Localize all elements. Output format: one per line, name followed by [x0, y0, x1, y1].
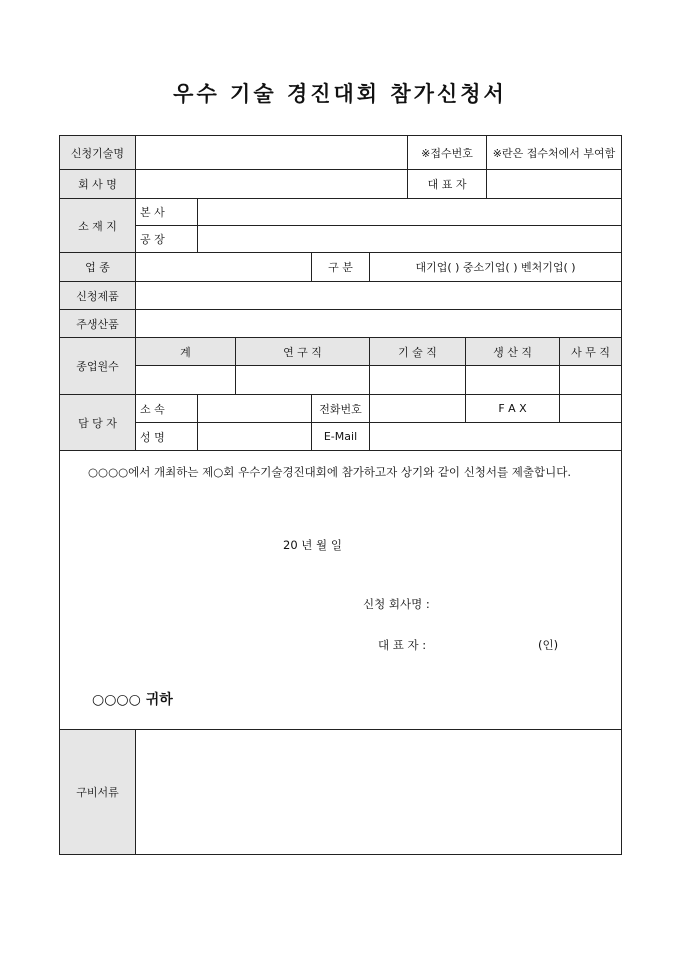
- tech-name-field[interactable]: [136, 136, 408, 170]
- head-office-field[interactable]: [198, 199, 622, 226]
- contact-label: 담 당 자: [60, 395, 136, 451]
- contact-name-label: 성 명: [136, 423, 198, 451]
- main-product-label: 주생산품: [60, 310, 136, 338]
- industry-field[interactable]: [136, 253, 312, 282]
- company-label: 회 사 명: [60, 170, 136, 199]
- tech-name-label: 신청기술명: [60, 136, 136, 170]
- employees-col-production: 생 산 직: [466, 338, 560, 366]
- application-form-table: [59, 135, 622, 855]
- contact-fax-field[interactable]: [560, 395, 622, 423]
- receipt-no-label: ※접수번호: [408, 136, 487, 170]
- product-field[interactable]: [136, 282, 622, 310]
- ceo-label: 대 표 자: [408, 170, 487, 199]
- seal-mark: (인): [538, 638, 559, 652]
- contact-fax-label: F A X: [466, 395, 560, 423]
- form-title: 우수 기술 경진대회 참가신청서: [173, 81, 507, 106]
- contact-name-field[interactable]: [198, 423, 312, 451]
- factory-field[interactable]: [198, 226, 622, 253]
- declaration-section: [60, 451, 622, 730]
- employees-col-research: 연 구 직: [236, 338, 370, 366]
- employees-label: 종업원수: [60, 338, 136, 395]
- employees-technical-field[interactable]: [370, 366, 466, 395]
- contact-email-field[interactable]: [370, 423, 622, 451]
- employees-office-field[interactable]: [560, 366, 622, 395]
- contact-dept-field[interactable]: [198, 395, 312, 423]
- contact-phone-label: 전화번호: [312, 395, 370, 423]
- main-product-field[interactable]: [136, 310, 622, 338]
- required-docs-label: 구비서류: [60, 730, 136, 855]
- contact-dept-label: 소 속: [136, 395, 198, 423]
- category-options[interactable]: 대기업( ) 중소기업( ) 벤처기업( ): [370, 253, 622, 282]
- applicant-company-line: 신청 회사명 :: [363, 597, 430, 611]
- addressee: ○○○○ 귀하: [92, 692, 173, 708]
- representative-line: 대 표 자 :: [378, 638, 427, 652]
- receipt-no-note: ※란은 접수처에서 부여함: [487, 136, 622, 170]
- employees-production-field[interactable]: [466, 366, 560, 395]
- industry-label: 업 종: [60, 253, 136, 282]
- employees-col-office: 사 무 직: [560, 338, 622, 366]
- company-field[interactable]: [136, 170, 408, 199]
- contact-phone-field[interactable]: [370, 395, 466, 423]
- declaration-text: ○○○○에서 개최하는 제○회 우수기술경진대회에 참가하고자 상기와 같이 신청서를 제출합니다.: [88, 465, 571, 479]
- employees-col-total: 계: [136, 338, 236, 366]
- required-docs-field[interactable]: [136, 730, 622, 855]
- date-line: 20 년 월 일: [283, 538, 342, 552]
- ceo-field[interactable]: [487, 170, 622, 199]
- product-label: 신청제품: [60, 282, 136, 310]
- factory-label: 공 장: [136, 226, 198, 253]
- head-office-label: 본 사: [136, 199, 198, 226]
- employees-col-technical: 기 술 직: [370, 338, 466, 366]
- contact-email-label: E-Mail: [312, 423, 370, 451]
- employees-research-field[interactable]: [236, 366, 370, 395]
- category-label: 구 분: [312, 253, 370, 282]
- location-label: 소 재 지: [60, 199, 136, 253]
- declaration-block: [60, 451, 622, 708]
- employees-total-field[interactable]: [136, 366, 236, 395]
